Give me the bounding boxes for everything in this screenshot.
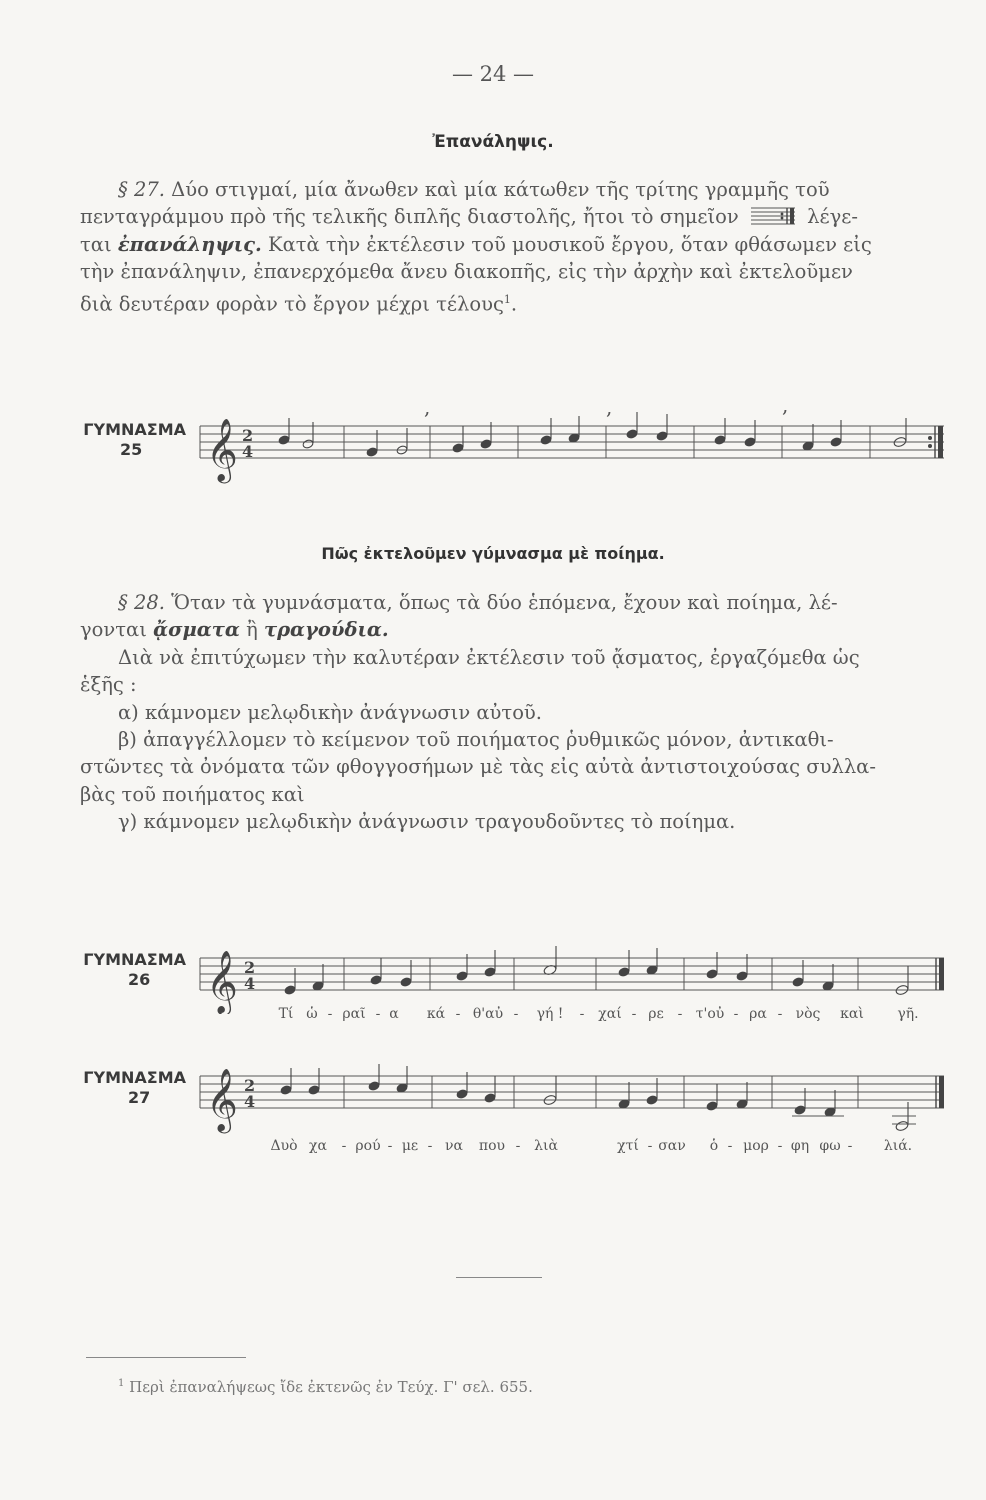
exercise-26-label: ΓΥΜΝΑΣΜΑ 26	[83, 950, 186, 989]
section-divider	[456, 1277, 542, 1278]
exercise-25-label: ΓΥΜΝΑΣΜΑ 25	[83, 420, 186, 459]
list-item-b-line-2: στῶντες τὰ ὀνόματα τῶν φθογγοσήμων μὲ τὰς εἰς αὐτὰ ἀντιστοιχούσας συλλα-	[80, 755, 876, 779]
paragraph-27-line-1: § 27. Δύο στιγμαί, μία ἄνωθεν καὶ μία κάτωθεν τῆς τρίτης γραμμῆς τοῦ	[118, 178, 830, 201]
paragraph-27-line-4: τὴν ἐπανάληψιν, ἐπανερχόμεθα ἄνευ διακοπῆς, εἰς τὴν ἀρχὴν καὶ ἐκτελοῦμεν	[80, 260, 853, 284]
svg-text:4: 4	[244, 974, 256, 993]
footnote-separator	[86, 1357, 246, 1358]
paragraph-27	[80, 176, 956, 318]
list-item-b-line-1: β) ἀπαγγέλλομεν τὸ κείμενον τοῦ ποιήματος ῥυθμικῶς μόνον, ἀντικαθι-	[118, 728, 834, 752]
paragraph-28	[80, 589, 956, 836]
paragraph-28-line-4: ἑξῆς :	[80, 673, 137, 697]
footnote: $^1$ Περὶ ἐπαναλήψεως ἴδε ἐκτενῶς ἐν Τεύχ. Γ' σελ. 655.	[118, 1378, 533, 1396]
repeat-sign-icon	[751, 205, 795, 227]
heading-repeat: Ἐπανάληψις.	[432, 132, 554, 152]
svg-text:,: ,	[782, 398, 789, 417]
treble-clef-icon: 𝄞	[206, 418, 238, 481]
page-number: — 24 —	[451, 62, 535, 86]
heading-poem: Πῶς ἐκτελοῦμεν γύμνασμα μὲ ποίημα.	[321, 544, 665, 563]
paragraph-27-line-5: διὰ δευτέραν φορὰν τὸ ἔργον μέχρι τέλους$^1$.	[80, 292, 518, 316]
exercise-27-staff	[196, 1048, 958, 1138]
svg-text:4: 4	[244, 1092, 256, 1111]
paragraph-28-line-1: § 28. Ὅταν τὰ γυμνάσματα, ὅπως τὰ δύο ἑπόμενα, ἔχουν καὶ ποίημα, λέ-	[118, 591, 838, 614]
svg-text:4: 4	[242, 442, 254, 461]
svg-text:2: 2	[244, 1076, 256, 1095]
list-item-c: γ) κάμνομεν μελῳδικὴν ἀνάγνωσιν τραγουδοῦντες τὸ ποίημα.	[118, 810, 736, 834]
treble-clef-icon: 𝄞	[206, 950, 238, 1013]
paragraph-27-line-3: ται ἐπανάληψις. Κατὰ τὴν ἐκτέλεσιν τοῦ μουσικοῦ ἔργου, ὅταν φθάσωμεν εἰς	[80, 232, 872, 256]
svg-text:,: ,	[424, 398, 431, 419]
svg-text:2: 2	[244, 958, 256, 977]
exercise-27-lyrics: Δυὸ χα - ρού - με - να που - λιὰ χτί - σαν ὁ - μορ - φη φω - λιά.	[270, 1138, 913, 1154]
paragraph-27-line-2: πενταγράμμου πρὸ τῆς τελικῆς διπλῆς διαστολῆς, ἤτοι τὸ σημεῖον λέγε-	[80, 205, 858, 229]
treble-clef-icon: 𝄞	[206, 1068, 238, 1131]
list-item-a: α) κάμνομεν μελῳδικὴν ἀνάγνωσιν αὐτοῦ.	[118, 700, 542, 724]
svg-text:,: ,	[606, 398, 613, 419]
list-item-b-line-3: βὰς τοῦ ποιήματος καὶ	[80, 782, 305, 806]
paragraph-28-number: § 28.	[118, 591, 165, 614]
paragraph-28-line-2: γονται ᾄσματα ἢ τραγούδια.	[80, 618, 389, 642]
paragraph-27-number: § 27.	[118, 178, 165, 201]
exercise-26-lyrics: Τί ὡ - ραῖ - α κά - θ'αὐ - γή ! - χαί - ρε - τ'οὐ - ρα - νὸς καὶ γῆ.	[278, 1006, 919, 1022]
svg-text:2: 2	[242, 426, 254, 445]
exercise-25-staff	[196, 398, 958, 490]
exercise-27-label: ΓΥΜΝΑΣΜΑ 27	[83, 1068, 186, 1107]
exercise-26-staff	[196, 930, 958, 1014]
paragraph-28-line-3: Διὰ νὰ ἐπιτύχωμεν τὴν καλυτέραν ἐκτέλεσιν τοῦ ᾄσματος, ἐργαζόμεθα ὡς	[118, 645, 860, 669]
